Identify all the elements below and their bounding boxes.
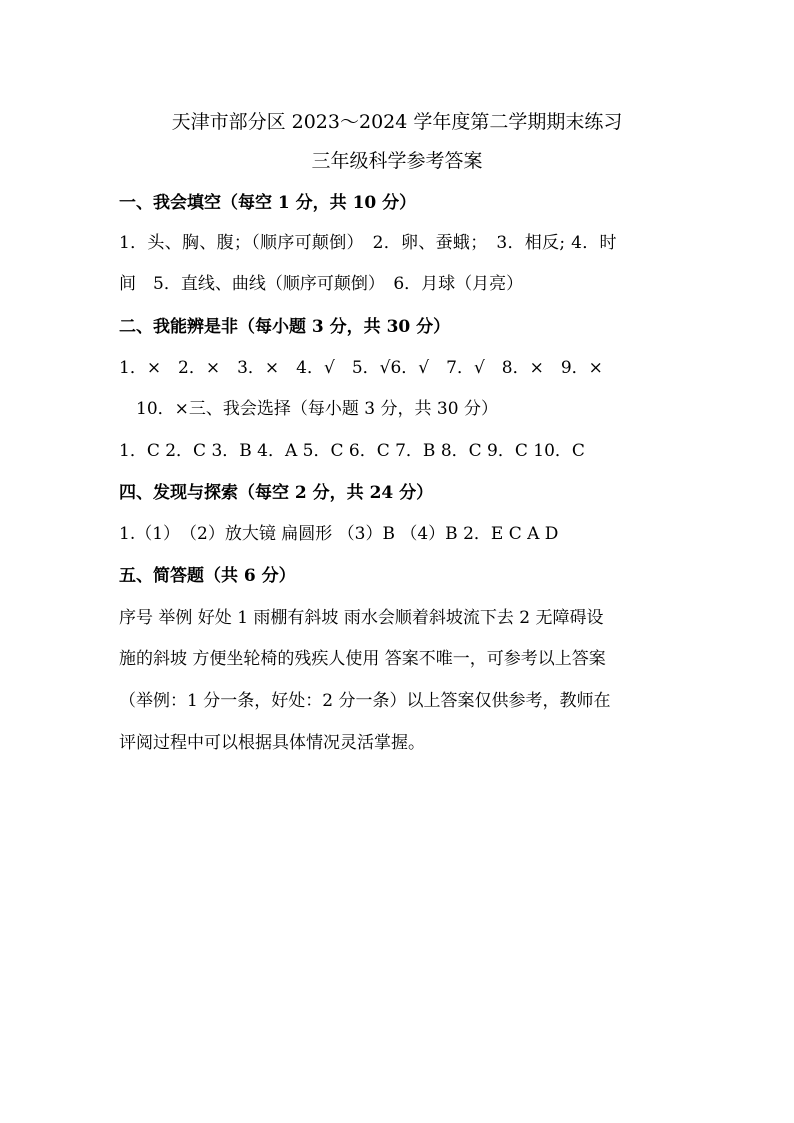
document-title: 天津市部分区 2023～2024 学年度第二学期期末练习 [171,111,623,133]
section-5-line-1: 序号 举例 好处 1 雨棚有斜坡 雨水会顺着斜坡流下去 2 无障碍设 [119,608,604,628]
section-4-line-1: 1.（1） （2）放大镜 扁圆形 （3）B （4）B 2．E C A D [119,524,559,544]
section-3-answers: 1．C 2．C 3．B 4．A 5．C 6．C 7．B 8．C 9．C 10．C [119,441,585,461]
section-5-line-2: 施的斜坡 方便坐轮椅的残疾人使用 答案不唯一，可参考以上答案 [119,649,606,669]
section-1-line-2: 间 5．直线、曲线（顺序可颠倒） 6．月球（月亮） [119,274,524,294]
section-5-line-3: （举例：1 分一条，好处：2 分一条）以上答案仅供参考，教师在 [119,691,611,711]
section-1-heading: 一、我会填空（每空 1 分，共 10 分） [119,193,417,213]
section-2-line-2: 10．×三、我会选择（每小题 3 分，共 30 分） [136,399,498,419]
section-5-line-4: 评阅过程中可以根据具体情况灵活掌握。 [119,733,425,753]
section-2-heading: 二、我能辨是非（每小题 3 分，共 30 分） [119,317,451,337]
section-1-line-1: 1．头、胸、腹；（顺序可颠倒） 2．卵、蚕蛾； 3．相反; 4．时 [119,233,617,253]
section-5-heading: 五、简答题（共 6 分） [119,566,296,586]
section-2-line-1: 1．× 2．× 3．× 4．√ 5．√6．√ 7．√ 8．× 9．× [119,358,603,378]
section-4-heading: 四、发现与探索（每空 2 分，共 24 分） [119,483,434,503]
document-subtitle: 三年级科学参考答案 [311,150,483,172]
